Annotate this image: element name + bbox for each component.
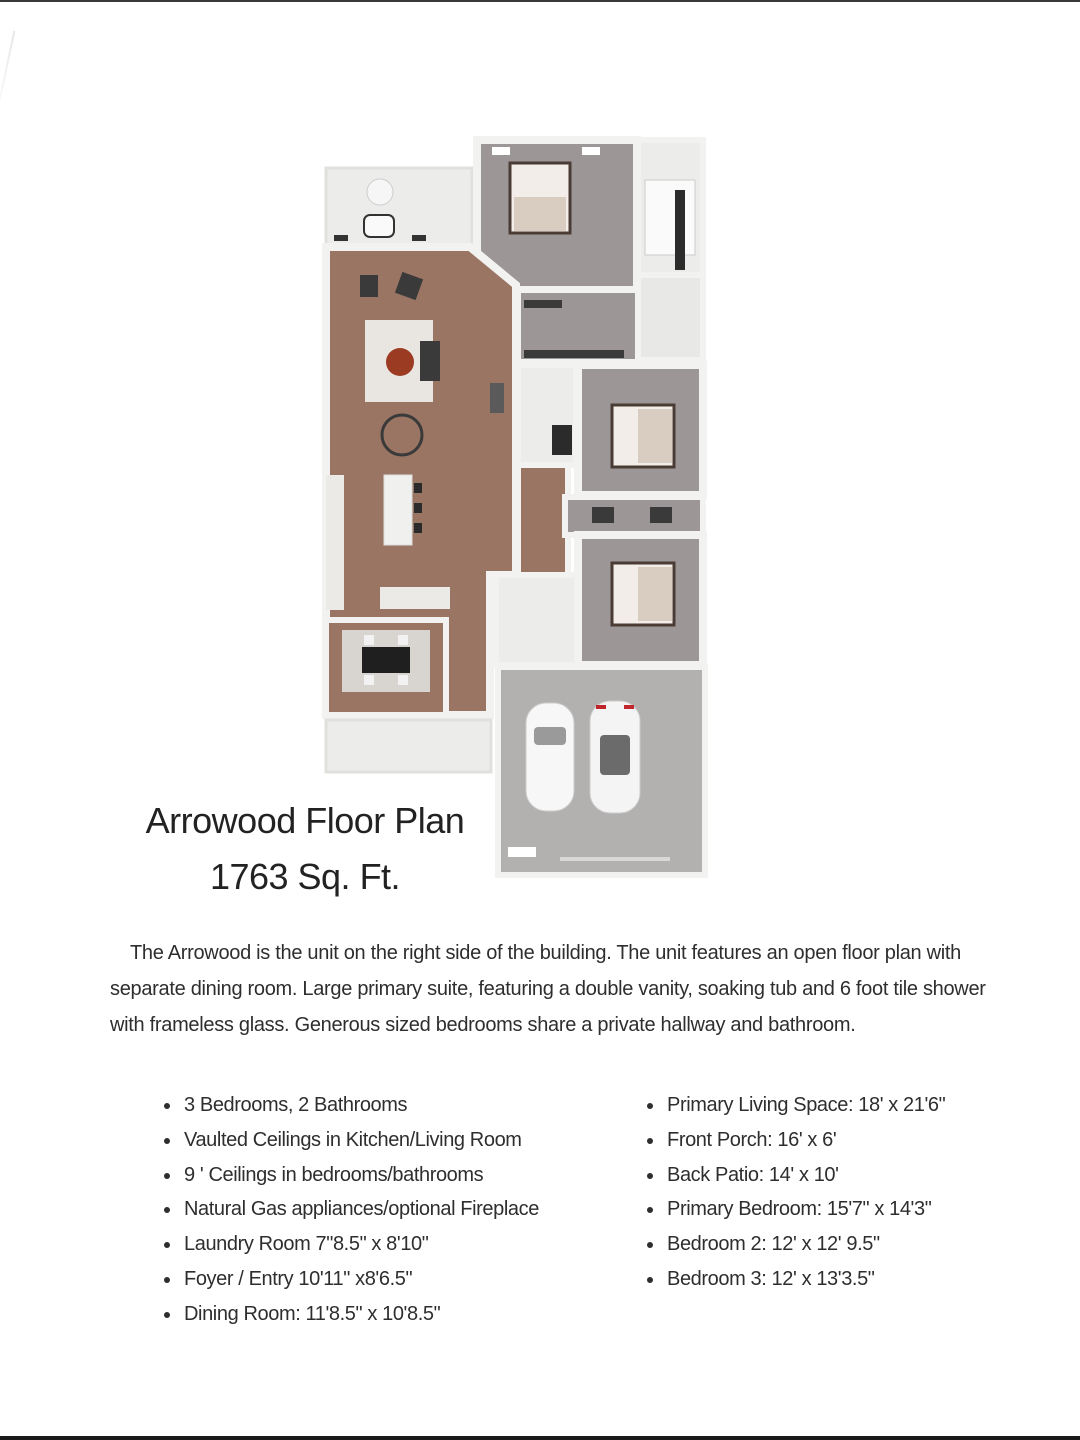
plan-title: Arrowood Floor Plan xyxy=(145,800,465,841)
car-windshield xyxy=(534,727,566,745)
feature-item xyxy=(160,1123,590,1158)
closet xyxy=(565,497,703,535)
closet-rack xyxy=(524,300,562,308)
scan-mark xyxy=(0,31,15,119)
bar-stool xyxy=(414,503,422,513)
vanity xyxy=(675,190,685,270)
primary-wc xyxy=(638,275,703,360)
skylight xyxy=(492,147,510,155)
bed-blanket xyxy=(638,567,672,621)
top-border xyxy=(0,0,1080,2)
bullet-icon xyxy=(164,1103,170,1109)
kitchen-counter xyxy=(380,587,450,609)
closet-rack xyxy=(592,507,614,523)
bar-stool xyxy=(414,483,422,493)
fireplace-wall xyxy=(490,383,504,413)
feature-text: Back Patio: 14' x 10' xyxy=(667,1163,839,1186)
feature-item xyxy=(643,1123,1023,1158)
feature-item xyxy=(643,1158,1023,1193)
feature-item xyxy=(160,1158,590,1193)
dining-chair xyxy=(398,635,408,645)
feature-item xyxy=(160,1262,590,1297)
bullet-icon xyxy=(164,1207,170,1213)
patio-plant xyxy=(334,235,348,241)
feature-text: Primary Bedroom: 15'7" x 14'3" xyxy=(667,1198,932,1221)
feature-text: Primary Living Space: 18' x 21'6" xyxy=(667,1094,946,1116)
feature-item xyxy=(643,1227,1023,1262)
floor-plan-rendering xyxy=(320,135,710,880)
feature-item xyxy=(643,1192,1023,1227)
bar-stool xyxy=(414,523,422,533)
bullet-icon xyxy=(647,1242,653,1248)
features-list-right xyxy=(643,1088,1023,1297)
bullet-icon xyxy=(647,1173,653,1179)
car xyxy=(526,703,574,811)
armchair xyxy=(360,275,378,297)
bottom-border xyxy=(0,1436,1080,1440)
plan-description: The Arrowood is the unit on the right side of the building. The unit features an open floor plan with separate dining room. Large primary suite, featuring a double vanity, soaking tub and 6 foot tile shower with frameless glass. Generous sized bedrooms share a private hallway and bathroom. xyxy=(110,942,986,1036)
feature-item xyxy=(643,1262,1023,1297)
patio-area xyxy=(326,168,472,245)
patio-table xyxy=(364,215,394,237)
garage-door-line xyxy=(560,857,670,861)
dining-chair xyxy=(364,635,374,645)
car-taillight xyxy=(624,705,634,709)
feature-item xyxy=(643,1088,1023,1123)
feature-text: 9 ' Ceilings in bedrooms/bathrooms xyxy=(184,1163,484,1186)
bullet-icon xyxy=(647,1207,653,1213)
skylight xyxy=(582,147,600,155)
dining-table xyxy=(362,647,410,673)
sofa xyxy=(420,341,440,381)
bullet-icon xyxy=(164,1277,170,1283)
feature-text: Laundry Room 7"8.5" x 8'10" xyxy=(184,1233,429,1256)
front-porch xyxy=(326,720,491,772)
feature-text: Bedroom 2: 12' x 12' 9.5" xyxy=(667,1233,880,1256)
patio-chair xyxy=(367,179,393,205)
feature-text: Bedroom 3: 12' x 13'3.5" xyxy=(667,1267,875,1290)
bullet-icon xyxy=(164,1138,170,1144)
square-footage: 1763 Sq. Ft. xyxy=(209,856,401,897)
bullet-icon xyxy=(647,1138,653,1144)
bullet-icon xyxy=(647,1277,653,1283)
bathtub xyxy=(645,180,695,255)
bullet-icon xyxy=(164,1242,170,1248)
laundry-room xyxy=(496,575,578,665)
dining-chair xyxy=(398,675,408,685)
feature-text: Vaulted Ceilings in Kitchen/Living Room xyxy=(184,1128,522,1151)
hallway xyxy=(518,465,568,575)
bullet-icon xyxy=(647,1103,653,1109)
feature-item xyxy=(160,1297,590,1332)
dining-chair xyxy=(364,675,374,685)
bullet-icon xyxy=(164,1312,170,1318)
closet-rack xyxy=(524,350,624,358)
feature-text: Natural Gas appliances/optional Fireplace xyxy=(184,1198,539,1221)
feature-item xyxy=(160,1192,590,1227)
kitchen-counter xyxy=(326,475,344,610)
hall-vanity xyxy=(552,425,572,455)
bed-blanket xyxy=(638,409,672,463)
kitchen-island xyxy=(384,475,412,545)
feature-item xyxy=(160,1088,590,1123)
closet-rack xyxy=(650,507,672,523)
car-taillight xyxy=(596,705,606,709)
coffee-table xyxy=(386,348,414,376)
patio-plant xyxy=(412,235,426,241)
garage-window xyxy=(508,847,536,857)
features-list-left xyxy=(160,1088,590,1332)
feature-text: Front Porch: 16' x 6' xyxy=(667,1128,837,1151)
feature-item xyxy=(160,1227,590,1262)
car-roof xyxy=(600,735,630,775)
feature-text: Dining Room: 11'8.5" x 10'8.5" xyxy=(184,1302,441,1325)
bullet-icon xyxy=(164,1173,170,1179)
feature-text: Foyer / Entry 10'11" x8'6.5" xyxy=(184,1267,413,1290)
feature-text: 3 Bedrooms, 2 Bathrooms xyxy=(184,1094,408,1116)
bed-blanket xyxy=(514,197,566,231)
